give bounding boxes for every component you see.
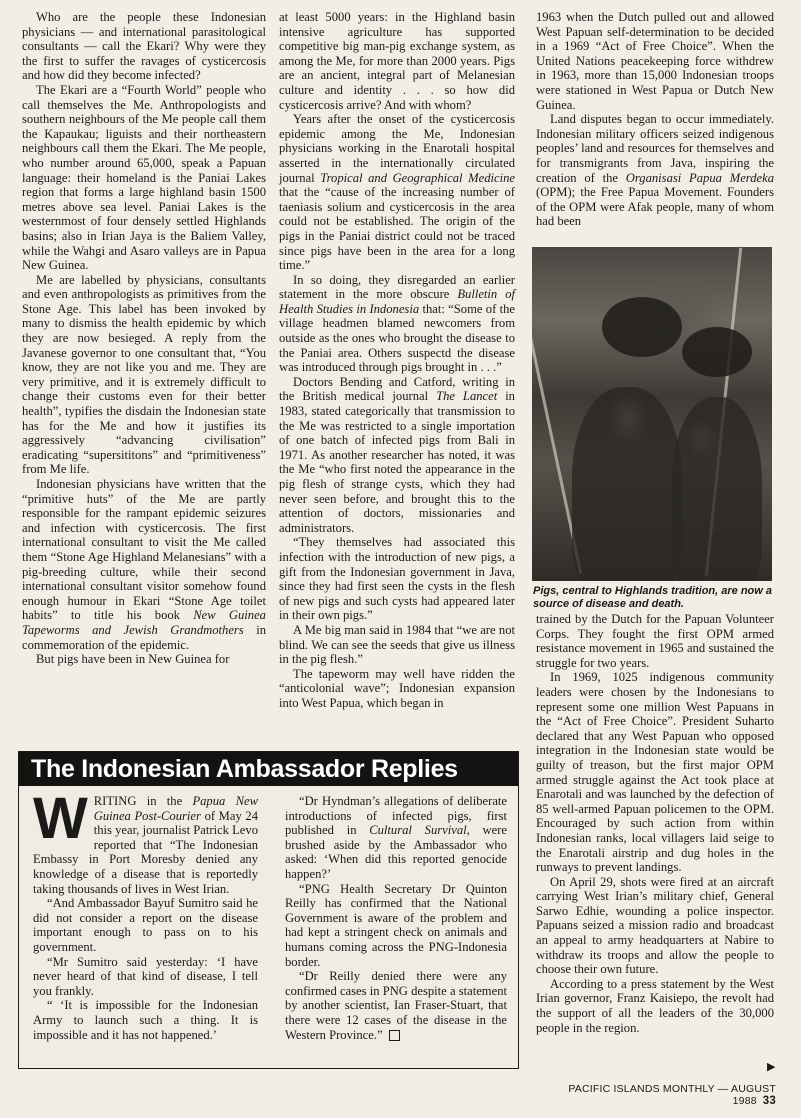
headdress-shape [682, 327, 752, 377]
paragraph: at least 5000 years: in the Highland basin intensive agriculture has supported competitive big man-pig exchange system, as among the Me, for more than 2000 years. Pigs are an ancient, integral part of Melanesian culture and identity . . . so how did cysticercosis arrive? And with whom? [279, 10, 515, 112]
article-column-3-continued [536, 612, 774, 1035]
paragraph: Who are the people these Indonesian physicians — and international parasitological consultants — call the Ekari? Why were they the first to suffer the ravages of cysticercosis and how did they become infected? [22, 10, 266, 83]
paragraph-text: that the “cause of the increasing number of taeniasis solium and cysticercosis in the area could not be established. The origin of the pigs in the Paniai district could not be traced since pigs have been in the area for a long time.” [279, 185, 515, 273]
journal-title: Tropical and Geographical Medicine [320, 170, 515, 185]
article-column-2 [279, 10, 515, 711]
paragraph [279, 112, 515, 273]
paragraph [536, 112, 774, 229]
paragraph-text: in 1983, stated categorically that transmission to the Me was restricted to a single importation of one batch of infected pigs from Bali in 1971. As another researcher has noted, it was the Me “who first noted the appearance in the pig flesh of strange cysts, which they had never seen before, and brought this to the attention of doctors, missionaries and administrators. [279, 389, 515, 535]
paragraph [33, 786, 258, 896]
paragraph-text: Doctors Bending and Catford, writing in the British medical journal [279, 374, 515, 404]
paragraph: In 1969, 1025 indigenous community leaders were chosen by the Indonesians to represent some one million West Papuans in the “Act of Free Choice”. President Suharto declared that any West Papuan who opposed integration in the Indonesian state would be guilty of treason, but the first major OPM armed struggle against the Act took place at Enarotali and was launched by the defection of 85 well-armed Papuan policemen to the OPM. Encouraged by such action from within Indonesian ranks, local villagers laid seige to the Enarotali airstrip and dug holes in the runways to prevent landings. [536, 670, 774, 875]
sidebar-column-1 [33, 786, 258, 1042]
paragraph [285, 794, 507, 882]
paragraph-text: In so doing, they disregarded an earlier statement in the more obscure [279, 272, 515, 302]
paragraph: The tapeworm may well have ridden the “anticolonial wave”; Indonesian expansion into West Papua, which began in [279, 666, 515, 710]
headdress-shape [602, 297, 682, 357]
paragraph: According to a press statement by the West Irian governor, Franz Kaisiepo, the revolt had the support of all the leaders of the 30,000 people in the region. [536, 976, 774, 1035]
continue-arrow-icon: ▶ [767, 1061, 776, 1073]
paragraph: “They themselves had associated this infection with the introduction of new pigs, a gift from the Indonesian government in Java, since they had first seen the cysts in the flesh of new pigs and such cysts had appeared later in their own pigs.” [279, 535, 515, 623]
paragraph: On April 29, shots were fired at an aircraft carrying West Irian’s military chief, General Sarwo Edhie, wounding a police inspector. Papuans seized a mission radio and broadcast an appeal to army headquarters at Nabire to withdraw its troops and allow the people to choose their own future. [536, 874, 774, 977]
page-footer [536, 1083, 776, 1107]
paragraph-text: Years after the onset of the cysticercosis epidemic among the Me, Indonesian physicians working in the Enarotali hospital asserted in the internationally circulated journal [279, 112, 515, 185]
paragraph [285, 969, 507, 1042]
paragraph: A Me big man said in 1984 that “we are not blind. We can see the seeds that give us illness in the pig flesh.” [279, 622, 515, 667]
paragraph-text: RITING in the [93, 794, 183, 808]
publication-line: PACIFIC ISLANDS MONTHLY — AUGUST 1988 [568, 1083, 776, 1107]
paragraph: “PNG Health Secretary Dr Quinton Reilly has confirmed that the National Government is aware of the problem and had kept a stringent check on animals and humans coming across the PNG-Indonesia border. [285, 881, 507, 969]
paragraph-text: “Dr Reilly denied there were any confirmed cases in PNG despite a statement by another scientist, Ian Fraser-Stuart, that there were 12 cases of the disease in the Western Province.” [285, 969, 507, 1042]
paragraph-text: Indonesian physicians have written that the “primitive huts” of the Me are partly responsible for the rampant epidemic seizures and infection with cysticercosis. The first international consultant to visit the Me called them “Stone Age Highland Melanesians” with a pig-breeding culture, while their second international consultant visitor somehow found enough humour in Ekari “Stone Age toilet habits” to title his book [22, 477, 266, 623]
drop-cap: W [33, 786, 88, 851]
sidebar-title: The Indonesian Ambassador Replies [19, 752, 518, 786]
end-mark-icon [389, 1030, 400, 1041]
sidebar-column-2 [285, 794, 507, 1042]
book-title: New Guinea Tapeworms and Jewish Grandmothers [22, 608, 266, 637]
paragraph-text: of May 24 this year, journalist Patrick Levo reported that “The Indonesian Embassy in Port Moresby denied any knowledge of a disease that is reportedly taking thousands of lives in West Irian. [33, 808, 258, 896]
page-number: 33 [762, 1095, 776, 1107]
photo-caption: Pigs, central to Highlands tradition, are now a source of disease and death. [533, 585, 772, 610]
organisation-name: Organisasi Papua Merdeka [625, 170, 774, 185]
journal-title: Bulletin of Health Studies in Indonesia [279, 287, 515, 316]
journal-title: Cultural Survival, [369, 823, 470, 838]
paragraph-text: in commemoration of the epidemic. [22, 622, 266, 652]
paragraph: 1963 when the Dutch pulled out and allowed West Papuan self-determination to be decided in a 1969 “Act of Free Choice”. When the United Nations peacekeeping force withdrew in 1963, more than 15,000 Indonesian troops were stationed in West Papua or Dutch New Guinea. [536, 10, 774, 112]
ambassador-sidebar [18, 751, 519, 1069]
highlanders-photo [532, 247, 772, 581]
paragraph-text: were brushed aside by the Ambassador who asked: ‘When did this reported genocide happen?’ [285, 823, 507, 881]
newspaper-title: Papua New Guinea Post-Courier [93, 794, 258, 823]
paragraph: “Mr Sumitro said yesterday: ‘I have never heard of that kind of disease, I tell you frankly. [33, 954, 258, 998]
article-column-1 [22, 10, 266, 667]
article-column-3 [536, 10, 774, 229]
figure-shape [572, 387, 682, 581]
paragraph: “And Ambassador Bayuf Sumitro said he did not consider a report on the disease important enough to pass on to his government. [33, 896, 258, 954]
paragraph [279, 375, 515, 536]
paragraph: trained by the Dutch for the Papuan Volunteer Corps. They fought the first OPM armed resistance movement in 1965 and sustained the struggle for two years. [536, 612, 774, 670]
paragraph-text: that: “Some of the village headmen blamed newcomers from outside as the ones who brought the disease to the Paniai area. Others suspectd the disease was introduced through pigs brought in . . .” [279, 301, 515, 375]
paragraph: “ ‘It is impossible for the Indonesian Army to launch such a thing. It is impossible and it has not happened.’ [33, 998, 258, 1042]
figure-shape [672, 397, 762, 581]
paragraph [22, 477, 266, 652]
paragraph: But pigs have been in New Guinea for [36, 652, 230, 667]
paragraph-text: Land disputes began to occur immediately. Indonesian military officers seized indigenous peoples’ land and resources for themselves and for transmigrants from Java, inspiring the creation of the [536, 112, 774, 185]
paragraph-text: “Dr Hyndman’s allegations of deliberate introductions of infected pigs, first published in [285, 794, 507, 838]
paragraph: The Ekari are a “Fourth World” people who call themselves the Me. Anthropologists and southern neighbours of the Me people call them the Kapaukau; liguists and their northeastern neighbours call them the Ekari. The Me people, who number around 65,000, speak a Papuan language: their homeland is the Paniai Lakes region that forms a large highland basin 1500 metres above sea level. Paniai Lakes is the westernmost of four densely settled Highlands basins; also in Irian Jaya is the Baliem Valley, while the Wahgi and Asaro valleys are in Papua New Guinea. [22, 82, 266, 273]
journal-title: The Lancet [436, 389, 498, 404]
paragraph-text: (OPM); the Free Papua Movement. Founders of the OPM were Afak people, many of whom had been [536, 185, 774, 229]
paragraph [279, 273, 515, 375]
paragraph: Me are labelled by physicians, consultants and even anthropologists as primitives from the Stone Age. This label has been invoked by many to dismiss the health epidemic by which they are now besieged. A reply from the Javanese governor to one consultant that, “You know, they are not like you and me. They are very primitive, and it is extremely difficult to change their customs even for their better health”, typifies the disdain the Indonesian state has for the Me and how it justifies its aggressively “advancing civilisation” eradicating “supersititons” and “primitiveness” from Me life. [22, 272, 266, 477]
